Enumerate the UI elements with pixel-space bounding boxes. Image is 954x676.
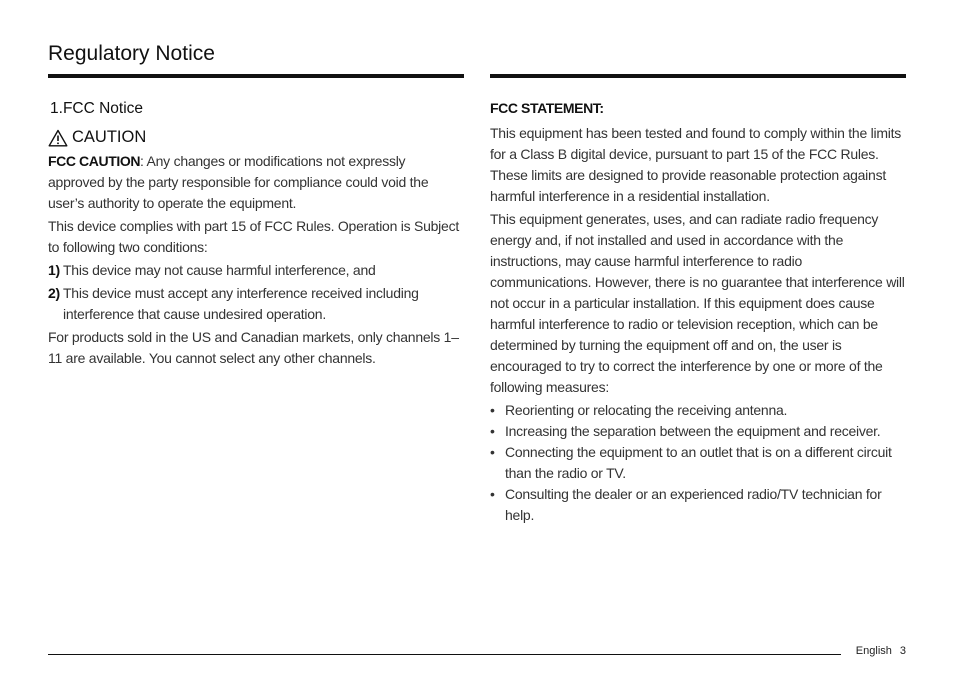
statement-paragraph-1: This equipment has been tested and found to comply within the limits for a Class B digital device, pursuant to part 15 of the FCC Rules. These limits are designed to provide reasonable protection against harmful interference in a residential installation. bbox=[490, 125, 902, 204]
footer bbox=[848, 645, 906, 657]
fcc-statement-heading: FCC STATEMENT: bbox=[490, 100, 604, 116]
right-column bbox=[490, 96, 906, 526]
bullet-icon: • bbox=[490, 402, 495, 418]
section-heading bbox=[50, 98, 462, 119]
footer-rule bbox=[48, 654, 841, 655]
right-header-rule bbox=[490, 74, 906, 78]
list-item bbox=[490, 421, 906, 442]
bullet-icon: • bbox=[490, 444, 495, 460]
caution-label: CAUTION bbox=[72, 128, 147, 146]
bullet-icon: • bbox=[490, 486, 495, 502]
list-item bbox=[490, 442, 906, 484]
left-column bbox=[48, 96, 462, 371]
fcc-caution-text: : Any changes or modifications not expressly approved by the party responsible for compliance could void the user’s authority to operate the equipment. bbox=[48, 153, 429, 211]
footer-language: English bbox=[855, 645, 892, 657]
list-item bbox=[490, 400, 906, 421]
condition-text: This device may not cause harmful interference, and bbox=[63, 262, 376, 278]
fcc-caution-paragraph bbox=[48, 151, 462, 214]
condition-number: 1) bbox=[48, 262, 60, 278]
measures-list bbox=[490, 400, 906, 526]
list-item-text: Reorienting or relocating the receiving antenna. bbox=[505, 402, 788, 418]
page-number: 3 bbox=[899, 645, 906, 657]
page-title: Regulatory Notice bbox=[48, 42, 215, 65]
statement-paragraph-2: This equipment generates, uses, and can radiate radio frequency energy and, if not installed and used in accordance with the instructions, may cause harmful interference to radio communications. However, there is no guarantee that interference will not occur in a particular installation. If this equipment does cause harmful interference to radio or television reception, which can be determined by turning the equipment off and on, the user is encouraged to try to correct the interference by one or more of the following measures: bbox=[490, 211, 905, 395]
condition-item bbox=[48, 283, 462, 325]
section-number: 1. bbox=[50, 100, 63, 117]
condition-number: 2) bbox=[48, 285, 60, 301]
list-item-text: Consulting the dealer or an experienced radio/TV technician for help. bbox=[505, 486, 882, 523]
list-item bbox=[490, 484, 906, 526]
complies-paragraph: This device complies with part 15 of FCC Rules. Operation is Subject to following two conditions: bbox=[48, 218, 459, 255]
warning-triangle-icon bbox=[48, 129, 68, 147]
left-header-rule bbox=[48, 74, 464, 78]
channels-paragraph: For products sold in the US and Canadian markets, only channels 1–11 are available. You cannot select any other channels. bbox=[48, 329, 459, 366]
condition-text: This device must accept any interference received including interference that cause undesired operation. bbox=[63, 285, 419, 322]
caution-heading bbox=[48, 127, 462, 148]
condition-item bbox=[48, 260, 462, 281]
section-title: FCC Notice bbox=[62, 100, 144, 117]
bullet-icon: • bbox=[490, 423, 495, 439]
list-item-text: Connecting the equipment to an outlet that is on a different circuit than the radio or TV. bbox=[505, 444, 892, 481]
fcc-caution-label: FCC CAUTION bbox=[48, 153, 141, 169]
list-item-text: Increasing the separation between the equipment and receiver. bbox=[505, 423, 881, 439]
